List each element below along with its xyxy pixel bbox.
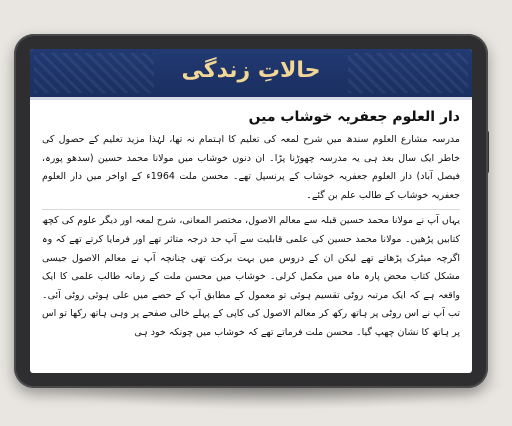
header-banner bbox=[30, 49, 472, 100]
paragraph-divider bbox=[42, 209, 460, 210]
paragraph-2: یہاں آپ نے مولانا محمد حسین قبلہ سے معالم الاصول، مختصر المعانی، شرح لمعہ اور دیگر علوم کی کچھ کتابیں پڑھیں۔ مولانا محمد حسین کی علمی قابلیت سے آپ حد درجہ متاثر تھے اور فرمایا کرتے تھے کہ وہ اگرچہ میٹرک پڑھاتے تھے لیکن ان کے دروس میں بہت برکت تھی چنانچہ آپ نے معالم الاصول جیسی مشکل کتاب محض پارہ ماہ میں مکمل کرلی۔ خوشاب میں محسن ملت کے زمانہ طالب علمی کا ایک واقعہ ہے کہ ایک مرتبہ روٹی تقسیم ہوئی تو معمول کے مطابق آپ کے حصے میں علی ہوئی روٹی آئی۔ تب آپ نے اس روٹی پر ہاتھ رکھ کر معالم الاصول کی کاپی کے پہلے خالی صفحے پر وہی ہاتھ رکھا تو اس پر ہاتھ کا نشان چھپ گیا۔ محسن ملت فرماتے تھے کہ خوشاب میں چونکہ خود ہی bbox=[42, 215, 460, 338]
banner-title: حالاتِ زندگی bbox=[181, 58, 321, 83]
paragraph-1: مدرسہ مشارع العلوم سندھ میں شرح لمعہ کی تعلیم کا اہتمام نہ تھا، لہٰذا مزید تعلیم کے حصول کی خاطر ایک سال بعد ہی یہ مدرسہ چھوڑنا پڑا۔ ان دنوں خوشاب میں مولانا محمد حسین (سدھو پورہ، فیصل آباد) دار العلوم جعفریہ خوشاب کے پرنسپل تھے۔ محسن ملت 1964ء کے اواخر میں دار العلوم جعفریہ خوشاب کے طالب علم بن گئے۔ bbox=[42, 134, 460, 201]
tablet-device bbox=[14, 34, 488, 388]
tablet-screen bbox=[30, 49, 472, 373]
article-content bbox=[42, 107, 460, 347]
section-heading: دار العلوم جعفریہ خوشاب میں bbox=[248, 109, 460, 125]
